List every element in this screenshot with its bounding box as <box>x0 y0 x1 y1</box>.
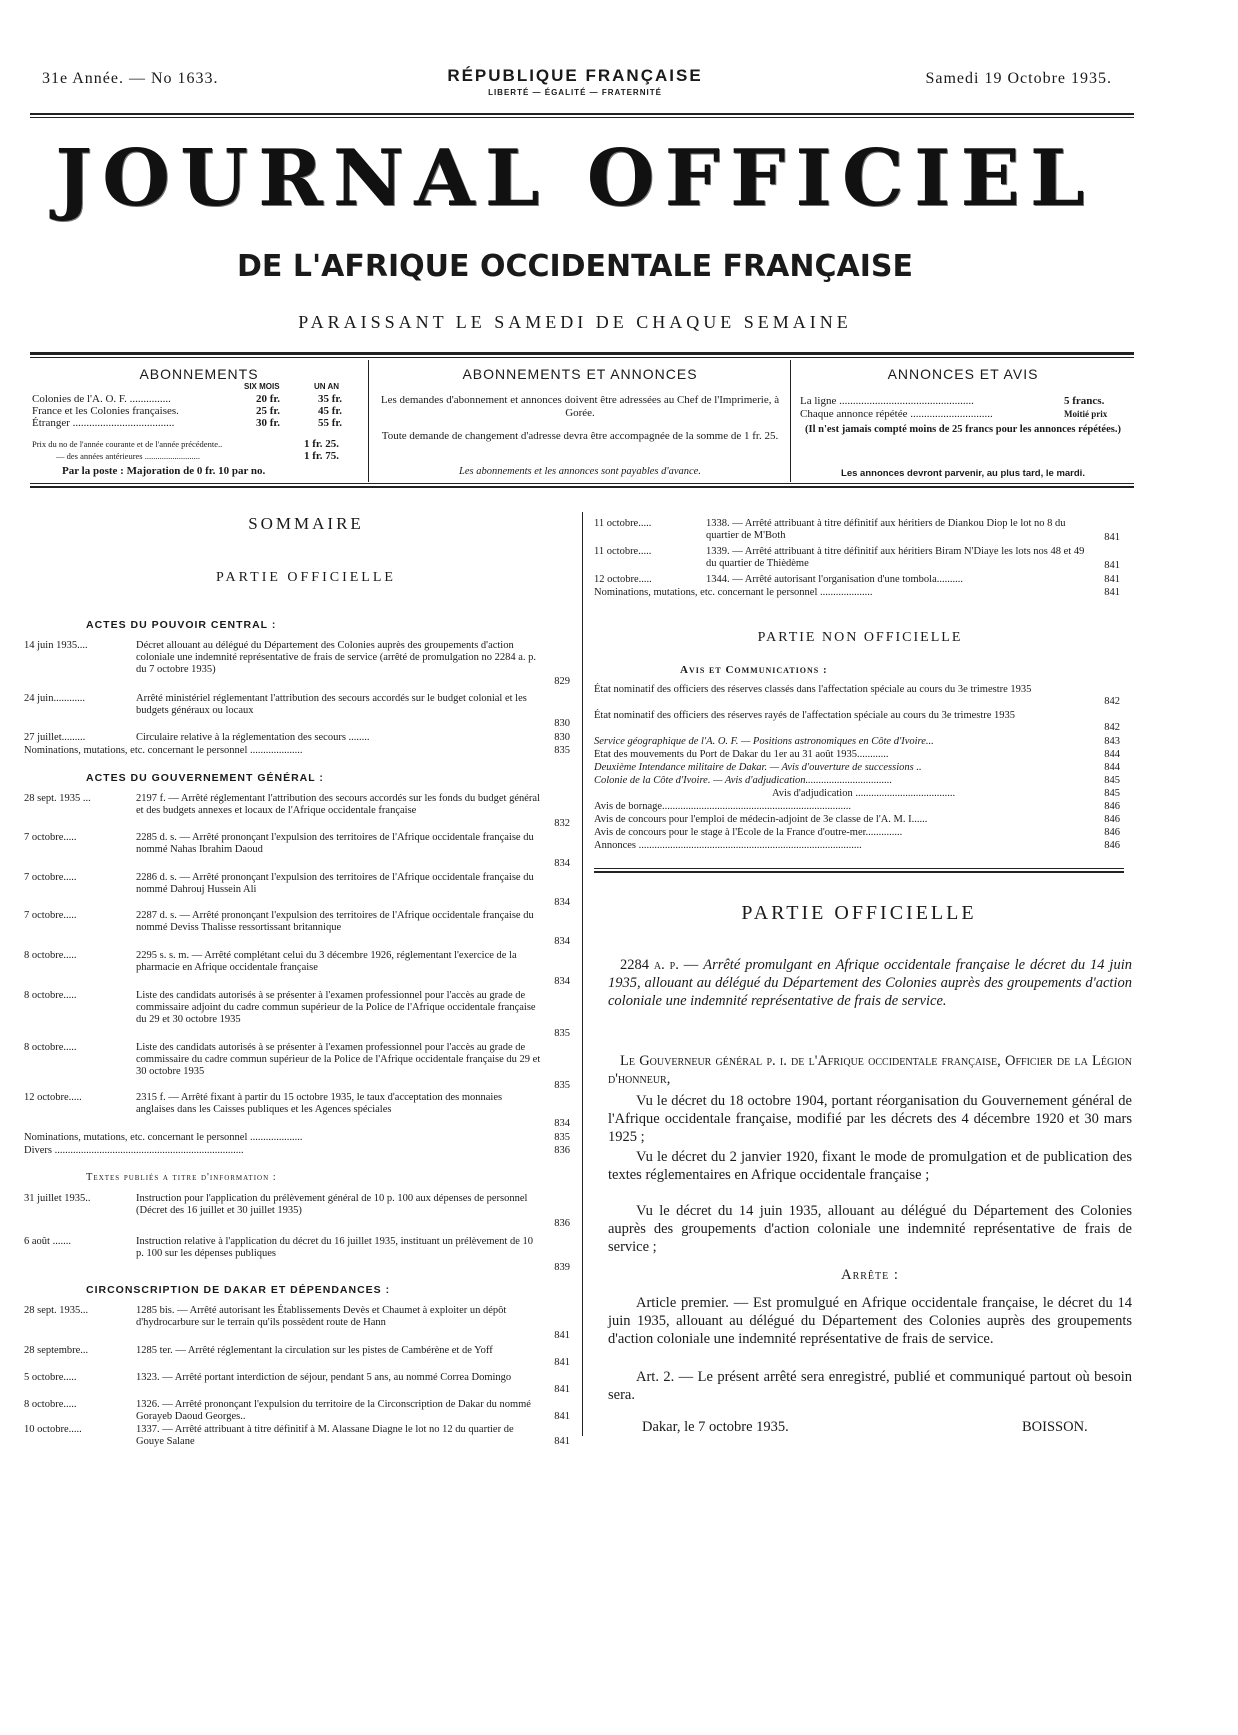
toc-page: 841 <box>1104 587 1120 598</box>
sub-row-year: 55 fr. <box>318 417 343 429</box>
issue-number: 31e Année. — No 1633. <box>42 70 219 87</box>
subscriptions-title: ABONNEMENTS <box>139 366 259 382</box>
toc-page: 835 <box>554 1028 570 1039</box>
box-bottom-rule <box>30 483 1134 484</box>
toc-text: Avis de concours pour l'emploi de médecin-adjoint de 3e classe de l'A. M. I...... <box>594 814 928 825</box>
toc-page: 835 <box>554 745 570 756</box>
article-2: Art. 2. — Le présent arrêté sera enregistré, publié et communiqué partout où besoin sera. <box>608 1369 1132 1403</box>
toc-page: 842 <box>1104 722 1120 733</box>
toc-text: 1326. — Arrêté prononçant l'expulsion du territoire de la Circonscription de Dakar du nommé Gorayeb Daoud Georges.. <box>136 1399 531 1422</box>
toc-page: 832 <box>554 818 570 829</box>
box-divider-2 <box>790 360 791 482</box>
toc-page: 846 <box>1104 814 1120 825</box>
toc-text: 2285 d. s. — Arrêté prononçant l'expulsion des territoires de l'Afrique occidentale française du nommé Nahas Ibrahim Daoud <box>136 832 534 855</box>
toc-text: Liste des candidats autorisés à se présenter à l'examen professionnel pour l'accès au grade de commissaire adjoint du cadre commun supérieur de la Police de l'Afrique occidentale française du 29 et 30 octobre 1935 <box>136 990 536 1025</box>
sub-row-label: Colonies de l'A. O. F. ............... <box>32 393 171 405</box>
issue-date: Samedi 19 Octobre 1935. <box>925 70 1112 87</box>
header-rule <box>30 113 1134 115</box>
toc-date: 31 juillet 1935.. <box>24 1193 91 1204</box>
toc-page: 846 <box>1104 840 1120 851</box>
toc-page: 835 <box>554 1132 570 1143</box>
toc-page: 841 <box>1104 560 1120 571</box>
toc-page: 846 <box>1104 827 1120 838</box>
toc-page: 842 <box>1104 696 1120 707</box>
toc-page: 839 <box>554 1262 570 1273</box>
partie-non-officielle: PARTIE NON OFFICIELLE <box>757 630 963 645</box>
section-heading: Textes publiés a titre d'information : <box>86 1172 277 1183</box>
toc-page: 846 <box>1104 801 1120 812</box>
price-current-value: 1 fr. 25. <box>304 438 340 450</box>
toc-page: 841 <box>1104 574 1120 585</box>
toc-page: 845 <box>1104 775 1120 786</box>
article-intro <box>608 956 1132 1010</box>
toc-text: 1339. — Arrêté attribuant à titre définitif aux héritiers Biram N'Diaye les lots nos 48 et 49 du quartier de Thièdème <box>706 546 1085 569</box>
toc-text: Annonces ..................................................................................... <box>594 840 862 851</box>
column-divider <box>582 512 583 1436</box>
toc-page: 841 <box>1104 532 1120 543</box>
toc-date: 11 octobre..... <box>594 518 652 529</box>
repeat-price-value: Moitié prix <box>1064 409 1108 419</box>
section-heading: ACTES DU GOUVERNEMENT GÉNÉRAL : <box>86 772 324 784</box>
toc-text: Avis de concours pour le stage à l'École de la France d'outre-mer.............. <box>594 827 903 838</box>
toc-page: 834 <box>554 936 570 947</box>
toc-date: 28 sept. 1935 ... <box>24 793 91 804</box>
toc-page: 841 <box>554 1411 570 1422</box>
line-price-value: 5 francs. <box>1064 395 1105 407</box>
toc-page: 834 <box>554 897 570 908</box>
toc-date: 11 octobre..... <box>594 546 652 557</box>
toc-page: 834 <box>554 1118 570 1129</box>
box-top-rule-thin <box>30 357 1134 358</box>
toc-text: 2295 s. s. m. — Arrêté complétant celui du 3 décembre 1926, réglementant l'exercice de la pharmacie en Afrique occidentale française <box>136 950 517 973</box>
toc-date: 7 octobre..... <box>24 872 77 883</box>
article-vu-1: Vu le décret du 18 octobre 1904, portant réorganisation du Gouvernement général de l'Afrique occidentale française, modifié par les décrets des 4 décembre 1920 et 30 mars 1925 ; <box>608 1093 1132 1145</box>
toc-text: État des mouvements du Port de Dakar du 1er au 31 août 1935............ <box>594 749 889 760</box>
toc-page: 841 <box>554 1357 570 1368</box>
masthead-title: JOURNAL OFFICIEL <box>55 133 1095 224</box>
article-section-heading: PARTIE OFFICIELLE <box>741 902 977 924</box>
article-vu-3: Vu le décret du 14 juin 1935, allouant au délégué du Département des Colonies auprès des groupements d'action coloniale une indemnité représentative de frais de service ; <box>608 1203 1132 1255</box>
toc-text: État nominatif des officiers des réserves classés dans l'affectation spéciale au cours du 3e trimestre 1935 <box>594 684 1032 695</box>
toc-date: 8 octobre..... <box>24 950 77 961</box>
toc-text: Nominations, mutations, etc. concernant le personnel .................... <box>594 587 873 598</box>
toc-date: 27 juillet......... <box>24 732 86 743</box>
toc-date: 12 octobre..... <box>594 574 652 585</box>
toc-date: 8 octobre..... <box>24 990 77 1001</box>
toc-text: État nominatif des officiers des réserves rayés de l'affectation spéciale au cours du 3e trimestre 1935 <box>594 710 1016 721</box>
toc-page: 835 <box>554 1080 570 1091</box>
toc-page: 836 <box>554 1145 570 1156</box>
sommaire-partie-officielle: PARTIE OFFICIELLE <box>216 570 396 585</box>
subs-announces-p1: Les demandes d'abonnement et annonces doivent être adressées au Chef de l'Imprimerie, à Gorée. <box>380 394 780 420</box>
sommaire-end-rule <box>594 868 1124 869</box>
toc-date: 6 août ....... <box>24 1236 71 1247</box>
toc-page: 830 <box>554 718 570 729</box>
price-earlier-value: 1 fr. 75. <box>304 450 340 462</box>
toc-text: Deuxième Intendance militaire de Dakar. — Avis d'ouverture de successions .. <box>594 762 922 773</box>
toc-text: Avis d'adjudication ...................................... <box>772 788 956 799</box>
toc-page: 829 <box>554 676 570 687</box>
post-surcharge: Par la poste : Majoration de 0 fr. 10 par no. <box>62 465 266 477</box>
toc-page: 844 <box>1104 762 1120 773</box>
article-arrete: Arrête : <box>841 1267 899 1283</box>
toc-date: 7 octobre..... <box>24 910 77 921</box>
toc-date: 28 septembre... <box>24 1345 89 1356</box>
announces-note: (Il n'est jamais compté moins de 25 francs pour les annonces répétées.) <box>805 424 1121 435</box>
toc-date: 10 octobre..... <box>24 1424 82 1435</box>
toc-page: 841 <box>554 1384 570 1395</box>
subs-announces-title: ABONNEMENTS ET ANNONCES <box>462 366 698 382</box>
article-place-date: Dakar, le 7 octobre 1935. <box>642 1419 789 1435</box>
col-six-months: SIX MOIS <box>244 382 280 391</box>
toc-text: Service géographique de l'A. O. F. — Positions astronomiques en Côte d'Ivoire... <box>594 736 934 747</box>
section-heading: Avis et Communications : <box>680 664 828 676</box>
toc-text: Décret allouant au délégué du Département des Colonies auprès des groupements d'action coloniale une indemnité représentative de frais de service (arrêté de promulgation no 2284 a. p. du 7 octobre 1935) <box>136 640 537 675</box>
toc-page: 830 <box>554 732 570 743</box>
article-vu-2: Vu le décret du 2 janvier 1920, fixant le mode de promulgation et de publication des textes réglementaires en Afrique occidentale française ; <box>608 1149 1132 1183</box>
toc-date: 14 juin 1935.... <box>24 640 88 651</box>
col-one-year: UN AN <box>314 382 340 391</box>
section-heading: CIRCONSCRIPTION DE DAKAR ET DÉPENDANCES : <box>86 1284 391 1296</box>
toc-date: 8 octobre..... <box>24 1042 77 1053</box>
article-governor: Le Gouverneur général p. i. de l'Afrique occidentale française, Officier de la Légion d'honneur, <box>608 1053 1132 1087</box>
toc-page: 845 <box>1104 788 1120 799</box>
subs-announces-p3: Les abonnements et les annonces sont payables d'avance. <box>459 466 701 477</box>
toc-text: Arrêté ministériel réglementant l'attribution des secours accordés sur le budget colonial et les budgets généraux ou locaux <box>136 693 527 716</box>
toc-text: Circulaire relative à la réglementation des secours ........ <box>136 732 370 743</box>
box-bottom-rule-thick <box>30 486 1134 488</box>
republic-motto: LIBERTÉ — ÉGALITÉ — FRATERNITÉ <box>488 88 662 97</box>
announces-title: ANNONCES ET AVIS <box>887 366 1039 382</box>
toc-text: Instruction pour l'application du prélèvement général de 10 p. 100 aux dépenses de personnel (Décret des 16 juillet et 30 juillet 1935) <box>136 1193 528 1216</box>
article-1: Article premier. — Est promulgué en Afrique occidentale française, le décret du 14 juin 1935, allouant au délégué du Département des Colonies auprès des groupements d'action coloniale une indemnité représentative de frais de service. <box>608 1295 1132 1347</box>
toc-page: 844 <box>1104 749 1120 760</box>
repeat-price-label: Chaque annonce répétée .............................. <box>800 408 993 420</box>
article-number: 2284 a. p. — <box>620 957 699 973</box>
toc-page: 834 <box>554 976 570 987</box>
toc-text: Avis de bornage........................................................................ <box>594 801 852 812</box>
sub-row-label: France et les Colonies françaises. <box>32 405 179 417</box>
subs-announces-p2: Toute demande de changement d'adresse devra être accompagnée de la somme de 1 fr. 25. <box>381 430 779 442</box>
toc-text: Nominations, mutations, etc. concernant le personnel .................... <box>24 1132 303 1143</box>
toc-date: 24 juin............ <box>24 693 85 704</box>
sub-row-year: 35 fr. <box>318 393 343 405</box>
toc-date: 5 octobre..... <box>24 1372 77 1383</box>
sub-row-six: 25 fr. <box>256 405 281 417</box>
toc-page: 841 <box>554 1436 570 1447</box>
price-earlier-label: — des années antérieures .......................... <box>56 451 200 461</box>
announces-deadline: Les annonces devront parvenir, au plus tard, le mardi. <box>841 468 1085 479</box>
toc-page: 836 <box>554 1218 570 1229</box>
republic-title: RÉPUBLIQUE FRANÇAISE <box>447 66 703 85</box>
article-signature: BOISSON. <box>1022 1419 1088 1435</box>
article-intro-text: Arrêté promulgant en Afrique occidentale française le décret du 14 juin 1935, allouant au délégué du Département des Colonies auprès des groupements d'action coloniale une indemnité représentative de frais de service. <box>608 957 1132 1009</box>
toc-text: Liste des candidats autorisés à se présenter à l'examen professionnel pour l'accès au grade de commissaire du cadre commun supérieur de la Police de l'Afrique occidentale française du 29 et 30 octobre 1935 <box>136 1042 541 1077</box>
toc-text: 1344. — Arrêté autorisant l'organisation d'une tombola.......... <box>706 574 964 585</box>
toc-date: 28 sept. 1935... <box>24 1305 89 1316</box>
toc-text: Instruction relative à l'application du décret du 16 juillet 1935, instituant un prélèvement de 10 p. 100 sur les dépenses publiques <box>136 1236 533 1259</box>
box-top-rule <box>30 352 1134 355</box>
toc-text: Colonie de la Côte d'Ivoire. — Avis d'adjudication................................. <box>594 775 893 786</box>
toc-page: 843 <box>1104 736 1120 747</box>
sub-row-label: Étranger ..................................... <box>32 417 175 429</box>
sommaire-end-rule-thick <box>594 871 1124 873</box>
toc-page: 834 <box>554 858 570 869</box>
toc-text: Nominations, mutations, etc. concernant le personnel .................... <box>24 745 303 756</box>
sub-row-six: 20 fr. <box>256 393 281 405</box>
sommaire-title: SOMMAIRE <box>248 514 364 533</box>
toc-text: 2286 d. s. — Arrêté prononçant l'expulsion des territoires de l'Afrique occidentale française du nommé Dahrouj Hussein Ali <box>136 872 534 895</box>
toc-text: 1285 bis. — Arrêté autorisant les Établissements Devès et Chaumet à exploiter un dépôt d'hydrocarbure sur le terrain qu'ils possèdent route de Hann <box>136 1305 507 1328</box>
box-divider-1 <box>368 360 369 482</box>
toc-text: 1285 ter. — Arrêté réglementant la circulation sur les pistes de Cambérène et de Yoff <box>136 1345 493 1356</box>
toc-date: 8 octobre..... <box>24 1399 77 1410</box>
section-heading: ACTES DU POUVOIR CENTRAL : <box>86 619 277 631</box>
toc-text: 2197 f. — Arrêté réglementant l'attribution des secours accordés sur les fonds du budget général et des budgets annexes et locaux de l'Afrique occidentale française <box>136 793 540 816</box>
toc-date: 7 octobre..... <box>24 832 77 843</box>
sub-row-six: 30 fr. <box>256 417 281 429</box>
toc-text: 1337. — Arrêté attribuant à titre définitif à M. Alassane Diagne le lot no 12 du quartier de Gouye Salane <box>136 1424 514 1447</box>
header-rule-thin <box>30 117 1134 118</box>
toc-text: 2287 d. s. — Arrêté prononçant l'expulsion des territoires de l'Afrique occidentale française du nommé Deviss Thalisse ressortissant britannique <box>136 910 534 933</box>
toc-text: 1338. — Arrêté attribuant à titre définitif aux héritiers de Diankou Diop le lot no 8 du quartier de M'Both <box>706 518 1066 541</box>
masthead-tagline: PARAISSANT LE SAMEDI DE CHAQUE SEMAINE <box>298 312 852 332</box>
price-current-label: Prix du no de l'année courante et de l'année précédente.. <box>32 439 223 449</box>
toc-page: 841 <box>554 1330 570 1341</box>
toc-text: Divers ........................................................................ <box>24 1145 244 1156</box>
sub-row-year: 45 fr. <box>318 405 343 417</box>
toc-date: 12 octobre..... <box>24 1092 82 1103</box>
toc-text: 2315 f. — Arrêté fixant à partir du 15 octobre 1935, le taux d'acceptation des monnaies anglaises dans les Caisses publiques et les Agences spéciales <box>136 1092 503 1115</box>
masthead-subtitle: DE L'AFRIQUE OCCIDENTALE FRANÇAISE <box>237 249 913 284</box>
toc-text: 1323. — Arrêté portant interdiction de séjour, pendant 5 ans, au nommé Correa Domingo <box>136 1372 512 1383</box>
line-price-label: La ligne ................................................. <box>800 395 974 407</box>
